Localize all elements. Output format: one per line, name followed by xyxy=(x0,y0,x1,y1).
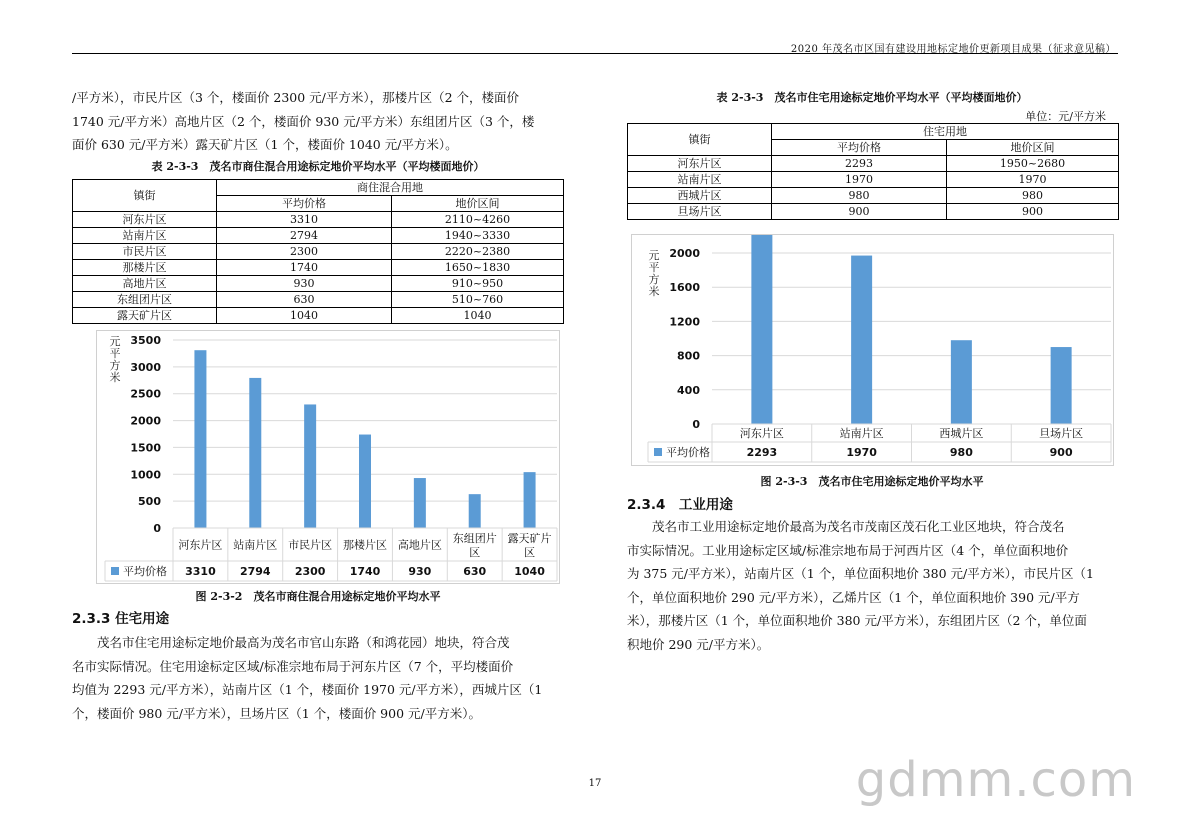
cell-name: 那楼片区 xyxy=(73,260,217,276)
table-row xyxy=(628,156,1119,172)
cell-avg: 1740 xyxy=(217,260,392,276)
bar xyxy=(359,435,371,528)
x-tick-label: 河东片区 xyxy=(178,538,223,552)
cell-avg: 900 xyxy=(772,204,947,220)
data-label: 1740 xyxy=(349,565,381,578)
cell-range: 510~760 xyxy=(392,292,564,308)
left-bar-chart xyxy=(97,331,559,583)
cell-avg: 2293 xyxy=(772,156,947,172)
y-axis-label: 平 xyxy=(109,347,121,360)
cell-range: 1970 xyxy=(947,172,1119,188)
y-axis-label: 方 xyxy=(109,359,121,372)
y-tick-label: 3000 xyxy=(130,360,161,374)
bar xyxy=(851,256,872,424)
x-tick-label: 站南片区 xyxy=(839,427,884,440)
text-line: 米），那楼片区（1 个，单位面积地价 380 元/平方米），东组团片区（2 个，单位面 xyxy=(627,613,1087,628)
legend-swatch xyxy=(111,567,119,575)
legend-label: 平均价格 xyxy=(123,565,167,578)
cell-name: 站南片区 xyxy=(628,172,772,188)
right-price-table xyxy=(627,123,1119,220)
cell-name: 站南片区 xyxy=(73,228,217,244)
y-tick-label: 500 xyxy=(138,495,161,509)
table-row xyxy=(73,244,564,260)
x-tick-label: 东组团片 xyxy=(452,532,497,545)
right-figure-caption: 图 2-3-3 茂名市住宅用途标定地价平均水平 xyxy=(760,475,984,488)
bar xyxy=(414,478,426,528)
table-row xyxy=(73,260,564,276)
y-tick-label: 3500 xyxy=(130,334,161,347)
cell-avg: 1040 xyxy=(217,308,392,324)
cell-range: 910~950 xyxy=(392,276,564,292)
table-header-town: 镇街 xyxy=(628,124,772,156)
cell-range: 1040 xyxy=(392,308,564,324)
cell-avg: 930 xyxy=(217,276,392,292)
cell-range: 1650~1830 xyxy=(392,260,564,276)
text-line: /平方米），市民片区（3 个，楼面价 2300 元/平方米），那楼片区（2 个，楼面价 xyxy=(72,90,520,105)
table-header-group: 商住混合用地 xyxy=(217,180,564,196)
bar xyxy=(1051,347,1072,424)
text-line: 1740 元/平方米）高地片区（2 个，楼面价 930 元/平方米）东组团片区（3 个，楼 xyxy=(72,113,535,129)
y-axis-label: 元 xyxy=(109,335,121,348)
bar xyxy=(951,340,972,424)
y-tick-label: 2500 xyxy=(130,387,161,401)
left-chart-frame xyxy=(96,330,560,584)
watermark: gdmm.com xyxy=(855,752,1136,808)
x-tick-label: 旦场片区 xyxy=(1039,427,1084,440)
text-line: 均值为 2293 元/平方米），站南片区（1 个，楼面价 1970 元/平方米），西城片区（1 xyxy=(72,682,543,697)
y-tick-label: 0 xyxy=(692,418,700,431)
table-header-avg: 平均价格 xyxy=(217,196,392,212)
table-row xyxy=(628,172,1119,188)
cell-name: 河东片区 xyxy=(628,156,772,172)
y-tick-label: 400 xyxy=(677,383,700,397)
y-axis-label: 平 xyxy=(648,261,660,274)
y-axis-label: 米 xyxy=(648,285,660,298)
table-header-range: 地价区间 xyxy=(392,196,564,212)
x-tick-label: 站南片区 xyxy=(233,538,278,552)
page-header-title: 2020 年茂名市区国有建设用地标定地价更新项目成果（征求意见稿） xyxy=(790,44,1116,55)
right-chart-frame xyxy=(631,234,1114,466)
bar xyxy=(751,235,772,424)
text-line: 市实际情况。工业用途标定区域/标准宗地布局于河西片区（4 个，单位面积地价 xyxy=(627,542,1069,558)
data-label: 900 xyxy=(1049,446,1073,459)
table-row xyxy=(73,308,564,324)
cell-name: 高地片区 xyxy=(73,276,217,292)
data-label: 930 xyxy=(408,565,432,578)
cell-range: 2220~2380 xyxy=(392,244,564,260)
cell-avg: 3310 xyxy=(217,212,392,228)
left-figure-caption: 图 2-3-2 茂名市商住混合用途标定地价平均水平 xyxy=(195,590,441,603)
cell-name: 旦场片区 xyxy=(628,204,772,220)
left-price-table xyxy=(72,179,564,324)
x-tick-label: 那楼片区 xyxy=(343,538,387,552)
data-label: 2300 xyxy=(294,565,326,578)
cell-avg: 1970 xyxy=(772,172,947,188)
x-tick-label: 河东片区 xyxy=(739,427,784,440)
table-row xyxy=(73,292,564,308)
table-row xyxy=(73,276,564,292)
header-divider xyxy=(72,53,1118,54)
cell-avg: 2794 xyxy=(217,228,392,244)
cell-range: 1940~3330 xyxy=(392,228,564,244)
data-label: 2794 xyxy=(239,565,271,578)
text-line: 为 375 元/平方米），站南片区（1 个，单位面积地价 380 元/平方米），市民片区（1 xyxy=(627,566,1094,581)
table-row xyxy=(628,204,1119,220)
y-axis-label: 方 xyxy=(648,273,660,286)
cell-name: 东组团片区 xyxy=(73,292,217,308)
legend-swatch xyxy=(654,448,662,456)
residential-paragraph xyxy=(72,631,572,725)
cell-range: 900 xyxy=(947,204,1119,220)
left-table-caption: 表 2-3-3 茂名市商住混合用途标定地价平均水平（平均楼面地价） xyxy=(151,160,485,173)
y-tick-label: 800 xyxy=(677,349,700,363)
bar xyxy=(304,404,316,528)
cell-range: 1950~2680 xyxy=(947,156,1119,172)
cell-name: 市民片区 xyxy=(73,244,217,260)
bar xyxy=(469,494,481,528)
y-axis-label: 米 xyxy=(109,371,121,384)
cell-range: 2110~4260 xyxy=(392,212,564,228)
y-tick-label: 2000 xyxy=(669,247,700,260)
table-header-town: 镇街 xyxy=(73,180,217,212)
text-line: 名市实际情况。住宅用途标定区域/标准宗地布局于河东片区（7 个，平均楼面价 xyxy=(72,658,514,674)
x-tick-label: 市民片区 xyxy=(288,538,333,552)
text-line: 个，楼面价 980 元/平方米），旦场片区（1 个，楼面价 900 元/平方米）。 xyxy=(72,705,481,721)
cell-avg: 980 xyxy=(772,188,947,204)
y-tick-label: 2000 xyxy=(130,414,161,428)
legend-label: 平均价格 xyxy=(666,446,710,459)
table-header-avg: 平均价格 xyxy=(772,140,947,156)
data-label: 1970 xyxy=(846,446,877,459)
cell-avg: 2300 xyxy=(217,244,392,260)
text-line: 茂名市工业用途标定地价最高为茂名市茂南区茂石化工业区地块，符合茂名 xyxy=(627,519,1065,534)
y-axis-label: 元 xyxy=(648,249,660,262)
y-tick-label: 0 xyxy=(153,522,161,535)
right-bar-chart xyxy=(632,235,1113,465)
y-tick-label: 1500 xyxy=(130,441,161,455)
x-tick-label: 区 xyxy=(524,546,536,559)
table-header-group: 住宅用地 xyxy=(772,124,1119,140)
unit-label: 单位：元/平方米 xyxy=(1025,110,1106,123)
table-header-range: 地价区间 xyxy=(947,140,1119,156)
bar xyxy=(194,350,206,528)
right-table-caption: 表 2-3-3 茂名市住宅用途标定地价平均水平（平均楼面地价） xyxy=(716,91,1028,104)
data-label: 1040 xyxy=(514,565,545,578)
cell-name: 露天矿片区 xyxy=(73,308,217,324)
section-heading-residential: 2.3.3 住宅用途 xyxy=(72,611,170,627)
x-tick-label: 露天矿片 xyxy=(507,532,552,545)
y-tick-label: 1000 xyxy=(130,468,161,482)
industrial-paragraph xyxy=(627,515,1127,656)
data-label: 980 xyxy=(949,446,973,459)
page-number: 17 xyxy=(588,778,602,789)
x-tick-label: 西城片区 xyxy=(939,427,984,440)
data-label: 3310 xyxy=(185,565,216,578)
text-line: 积地价 290 元/平方米）。 xyxy=(627,636,770,652)
table-row xyxy=(73,212,564,228)
bar xyxy=(524,472,536,528)
x-tick-label: 区 xyxy=(469,546,481,559)
cell-avg: 630 xyxy=(217,292,392,308)
text-line: 茂名市住宅用途标定地价最高为茂名市官山东路（和鸿花园）地块，符合茂 xyxy=(72,635,510,650)
table-row xyxy=(628,188,1119,204)
x-tick-label: 高地片区 xyxy=(397,538,442,552)
cell-range: 980 xyxy=(947,188,1119,204)
section-heading-industrial: 2.3.4 工业用途 xyxy=(627,497,733,513)
data-label: 630 xyxy=(463,565,487,578)
left-intro-paragraph xyxy=(72,86,564,157)
y-tick-label: 1200 xyxy=(669,315,700,329)
cell-name: 西城片区 xyxy=(628,188,772,204)
text-line: 面价 630 元/平方米）露天矿片区（1 个，楼面价 1040 元/平方米）。 xyxy=(72,137,458,152)
bar xyxy=(249,378,261,528)
y-tick-label: 1600 xyxy=(669,281,700,295)
text-line: 个，单位面积地价 290 元/平方米），乙烯片区（1 个，单位面积地价 390 元/平方 xyxy=(627,589,1080,605)
data-label: 2293 xyxy=(746,446,778,459)
table-row xyxy=(73,228,564,244)
cell-name: 河东片区 xyxy=(73,212,217,228)
